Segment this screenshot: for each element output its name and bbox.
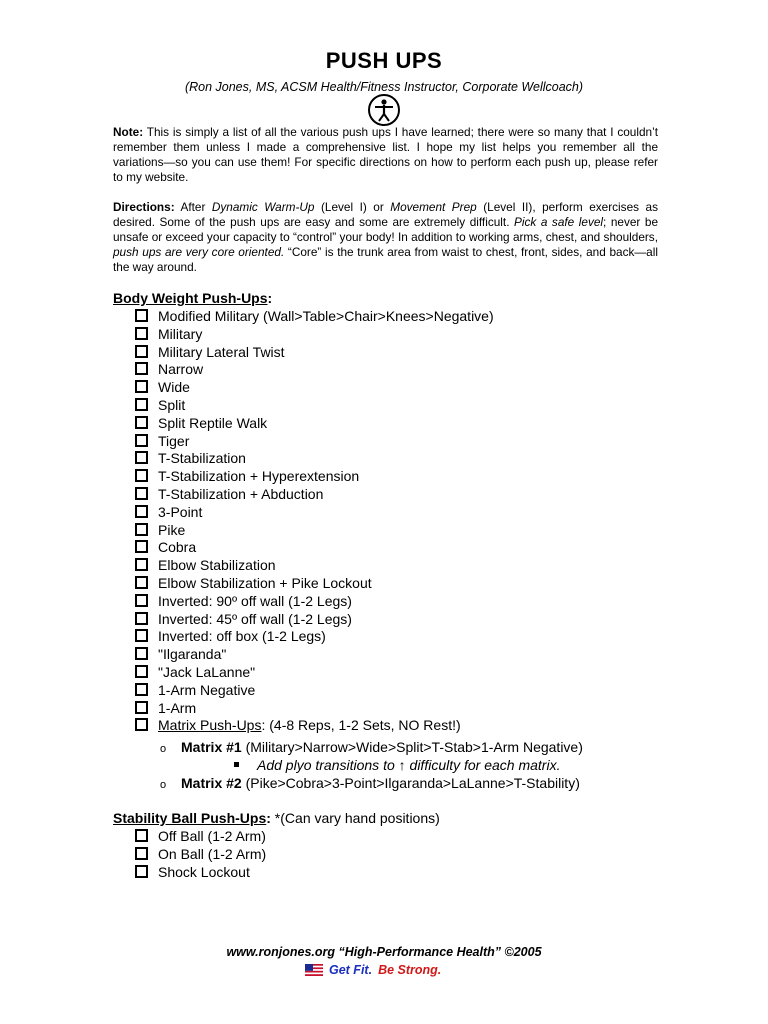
checkbox-icon — [135, 647, 148, 660]
checkbox-icon — [135, 847, 148, 860]
page-title: PUSH UPS — [325, 48, 443, 73]
matrix-pushups-detail: : (4-8 Reps, 1-2 Sets, NO Rest!) — [261, 717, 461, 734]
checklist-item-label: Cobra — [158, 539, 197, 556]
directions-text-2: (Level I) or — [314, 200, 391, 214]
checklist-item-label: Military Lateral Twist — [158, 343, 285, 360]
matrix-2-bullet: o — [160, 779, 167, 791]
checklist-item-label: On Ball (1-2 Arm) — [158, 845, 267, 862]
stability-ball-heading-colon: : — [266, 810, 271, 826]
checklist-item — [135, 415, 494, 433]
checklist-item-label: 3-Point — [158, 503, 203, 520]
checklist-item-label: Tiger — [158, 432, 190, 449]
checkbox-icon — [135, 362, 148, 375]
checklist-item-label: Narrow — [158, 361, 204, 378]
directions-italic-3: Pick a safe level — [514, 215, 604, 229]
matrix-pushups-label: Matrix Push-Ups — [158, 717, 262, 734]
checklist-item-label: T-Stabilization — [158, 450, 246, 467]
checklist-item — [135, 433, 494, 451]
checkbox-icon — [135, 309, 148, 322]
checklist-item-label: Military — [158, 325, 203, 342]
stability-ball-checklist — [135, 828, 266, 881]
footer-slogan — [305, 963, 441, 977]
directions-label: Directions: — [113, 200, 175, 214]
checklist-item-label: Split — [158, 396, 186, 413]
checklist-item — [135, 575, 494, 593]
footer-website-line: www.ronjones.org “High-Performance Health” ©2005 — [226, 945, 542, 959]
checklist-item-label: Pike — [158, 521, 186, 538]
checkbox-icon — [135, 558, 148, 571]
square-bullet-icon — [234, 762, 239, 767]
checklist-item — [135, 664, 494, 682]
checklist-item-label: 1-Arm — [158, 699, 197, 716]
checklist-item — [135, 846, 266, 864]
checkbox-icon — [135, 594, 148, 607]
checklist-item — [135, 344, 494, 362]
checklist-item — [135, 717, 494, 735]
plyo-note-text-a: Add plyo transitions to — [257, 757, 399, 773]
directions-italic-1: Dynamic Warm-Up — [211, 200, 315, 214]
checkbox-icon — [135, 629, 148, 642]
directions-text-1: After — [174, 200, 212, 214]
checkbox-icon — [135, 416, 148, 429]
checklist-item-label: 1-Arm Negative — [158, 681, 256, 698]
checklist-item-label: "Jack LaLanne" — [158, 663, 256, 680]
checkbox-icon — [135, 469, 148, 482]
author-subtitle: (Ron Jones, MS, ACSM Health/Fitness Instructor, Corporate Wellcoach) — [184, 80, 584, 94]
matrix-2-text: (Pike>Cobra>3-Point>Ilgaranda>LaLanne>T-Stability) — [241, 775, 580, 791]
checklist-item — [135, 557, 494, 575]
checklist-item-label: Wide — [158, 379, 190, 396]
checklist-item — [135, 308, 494, 326]
get-fit-text: Get Fit. — [329, 963, 373, 977]
us-flag-icon — [305, 964, 323, 976]
checkbox-icon — [135, 540, 148, 553]
stability-ball-heading-text: Stability Ball Push-Ups — [113, 810, 267, 826]
matrix-2-item — [160, 775, 580, 791]
directions-text-5: “Core” is the trunk area from waist to chest, front, sides, and back—all the way around. — [113, 245, 658, 274]
matrix-1-item — [160, 739, 583, 755]
checkbox-icon — [135, 327, 148, 340]
directions-text-3: (Level II), perform exercises as desired. Some of the push ups are easy and some are extremely difficult. — [113, 200, 658, 229]
checkbox-icon — [135, 665, 148, 678]
body-weight-heading-text: Body Weight Push-Ups — [113, 290, 268, 306]
checklist-item — [135, 682, 494, 700]
checklist-item — [135, 397, 494, 415]
checklist-item — [135, 593, 494, 611]
checklist-item — [135, 611, 494, 629]
note-label: Note: — [113, 125, 144, 139]
checkbox-icon — [135, 523, 148, 536]
checklist-item — [135, 700, 494, 718]
body-weight-checklist — [135, 308, 494, 735]
be-strong-text: Be Strong. — [378, 963, 442, 977]
directions-paragraph — [113, 200, 658, 275]
checklist-item — [135, 864, 266, 882]
checklist-item-label: Elbow Stabilization — [158, 557, 276, 574]
checklist-item — [135, 646, 494, 664]
checklist-item — [135, 486, 494, 504]
body-weight-heading — [113, 290, 272, 306]
note-paragraph — [113, 125, 658, 185]
checklist-item-label: T-Stabilization + Hyperextension — [158, 468, 360, 485]
checklist-item-label: Modified Military (Wall>Table>Chair>Knees>Negative) — [158, 308, 494, 324]
up-arrow-icon: ↑ — [398, 757, 406, 773]
checklist-item — [135, 361, 494, 379]
checklist-item-label: Off Ball (1-2 Arm) — [158, 828, 266, 844]
matrix-plyo-note — [234, 757, 560, 773]
stability-ball-note: *(Can vary hand positions) — [270, 810, 440, 826]
matrix-1-text: (Military>Narrow>Wide>Split>T-Stab>1-Arm Negative) — [241, 739, 583, 755]
checklist-item — [135, 379, 494, 397]
checklist-item-label: Split Reptile Walk — [158, 414, 268, 431]
directions-text-4: ; never be unsafe or exceed your capacity to “control” your body! In addition to working arms, chest, and shoulders, — [113, 215, 659, 244]
checkbox-icon — [135, 487, 148, 500]
checkbox-icon — [135, 434, 148, 447]
checklist-item-label: T-Stabilization + Abduction — [158, 485, 324, 502]
checklist-item — [135, 468, 494, 486]
matrix-2-label: Matrix #2 — [181, 775, 242, 791]
checkbox-icon — [135, 718, 148, 731]
checkbox-icon — [135, 398, 148, 411]
vitruvian-man-icon — [367, 93, 401, 127]
checklist-item-label: Inverted: 45º off wall (1-2 Legs) — [158, 610, 352, 627]
checkbox-icon — [135, 829, 148, 842]
checkbox-icon — [135, 576, 148, 589]
checkbox-icon — [135, 683, 148, 696]
checkbox-icon — [135, 612, 148, 625]
checklist-item-label: Inverted: off box (1-2 Legs) — [158, 628, 326, 645]
checklist-item-label: Inverted: 90º off wall (1-2 Legs) — [158, 592, 352, 609]
checkbox-icon — [135, 345, 148, 358]
matrix-1-bullet: o — [160, 743, 167, 755]
checklist-item — [135, 450, 494, 468]
checklist-item — [135, 504, 494, 522]
checklist-item-label: Shock Lockout — [158, 863, 250, 880]
checkbox-icon — [135, 701, 148, 714]
plyo-note-text-b: difficulty for each matrix. — [405, 757, 561, 773]
checklist-item-label: "Ilgaranda" — [158, 646, 227, 663]
note-text: This is simply a list of all the various push ups I have learned; there were so many that I couldn’t remember them unless I made a comprehensive list. I hope my list helps you remember all the variations—so you can use them! For specific directions on how to perform each push up, please refer to my website. — [113, 125, 658, 184]
directions-italic-2: Movement Prep — [390, 200, 477, 214]
checklist-item — [135, 539, 494, 557]
checkbox-icon — [135, 505, 148, 518]
checklist-item — [135, 326, 494, 344]
checklist-item — [135, 828, 266, 846]
checkbox-icon — [135, 865, 148, 878]
checklist-item — [135, 522, 494, 540]
checklist-item — [135, 628, 494, 646]
stability-ball-heading — [113, 810, 440, 826]
directions-italic-4: push ups are very core oriented. — [113, 245, 285, 259]
matrix-1-label: Matrix #1 — [181, 739, 242, 755]
body-weight-heading-colon: : — [267, 290, 273, 306]
checklist-item-label: Elbow Stabilization + Pike Lockout — [158, 574, 372, 591]
checkbox-icon — [135, 451, 148, 464]
checkbox-icon — [135, 380, 148, 393]
